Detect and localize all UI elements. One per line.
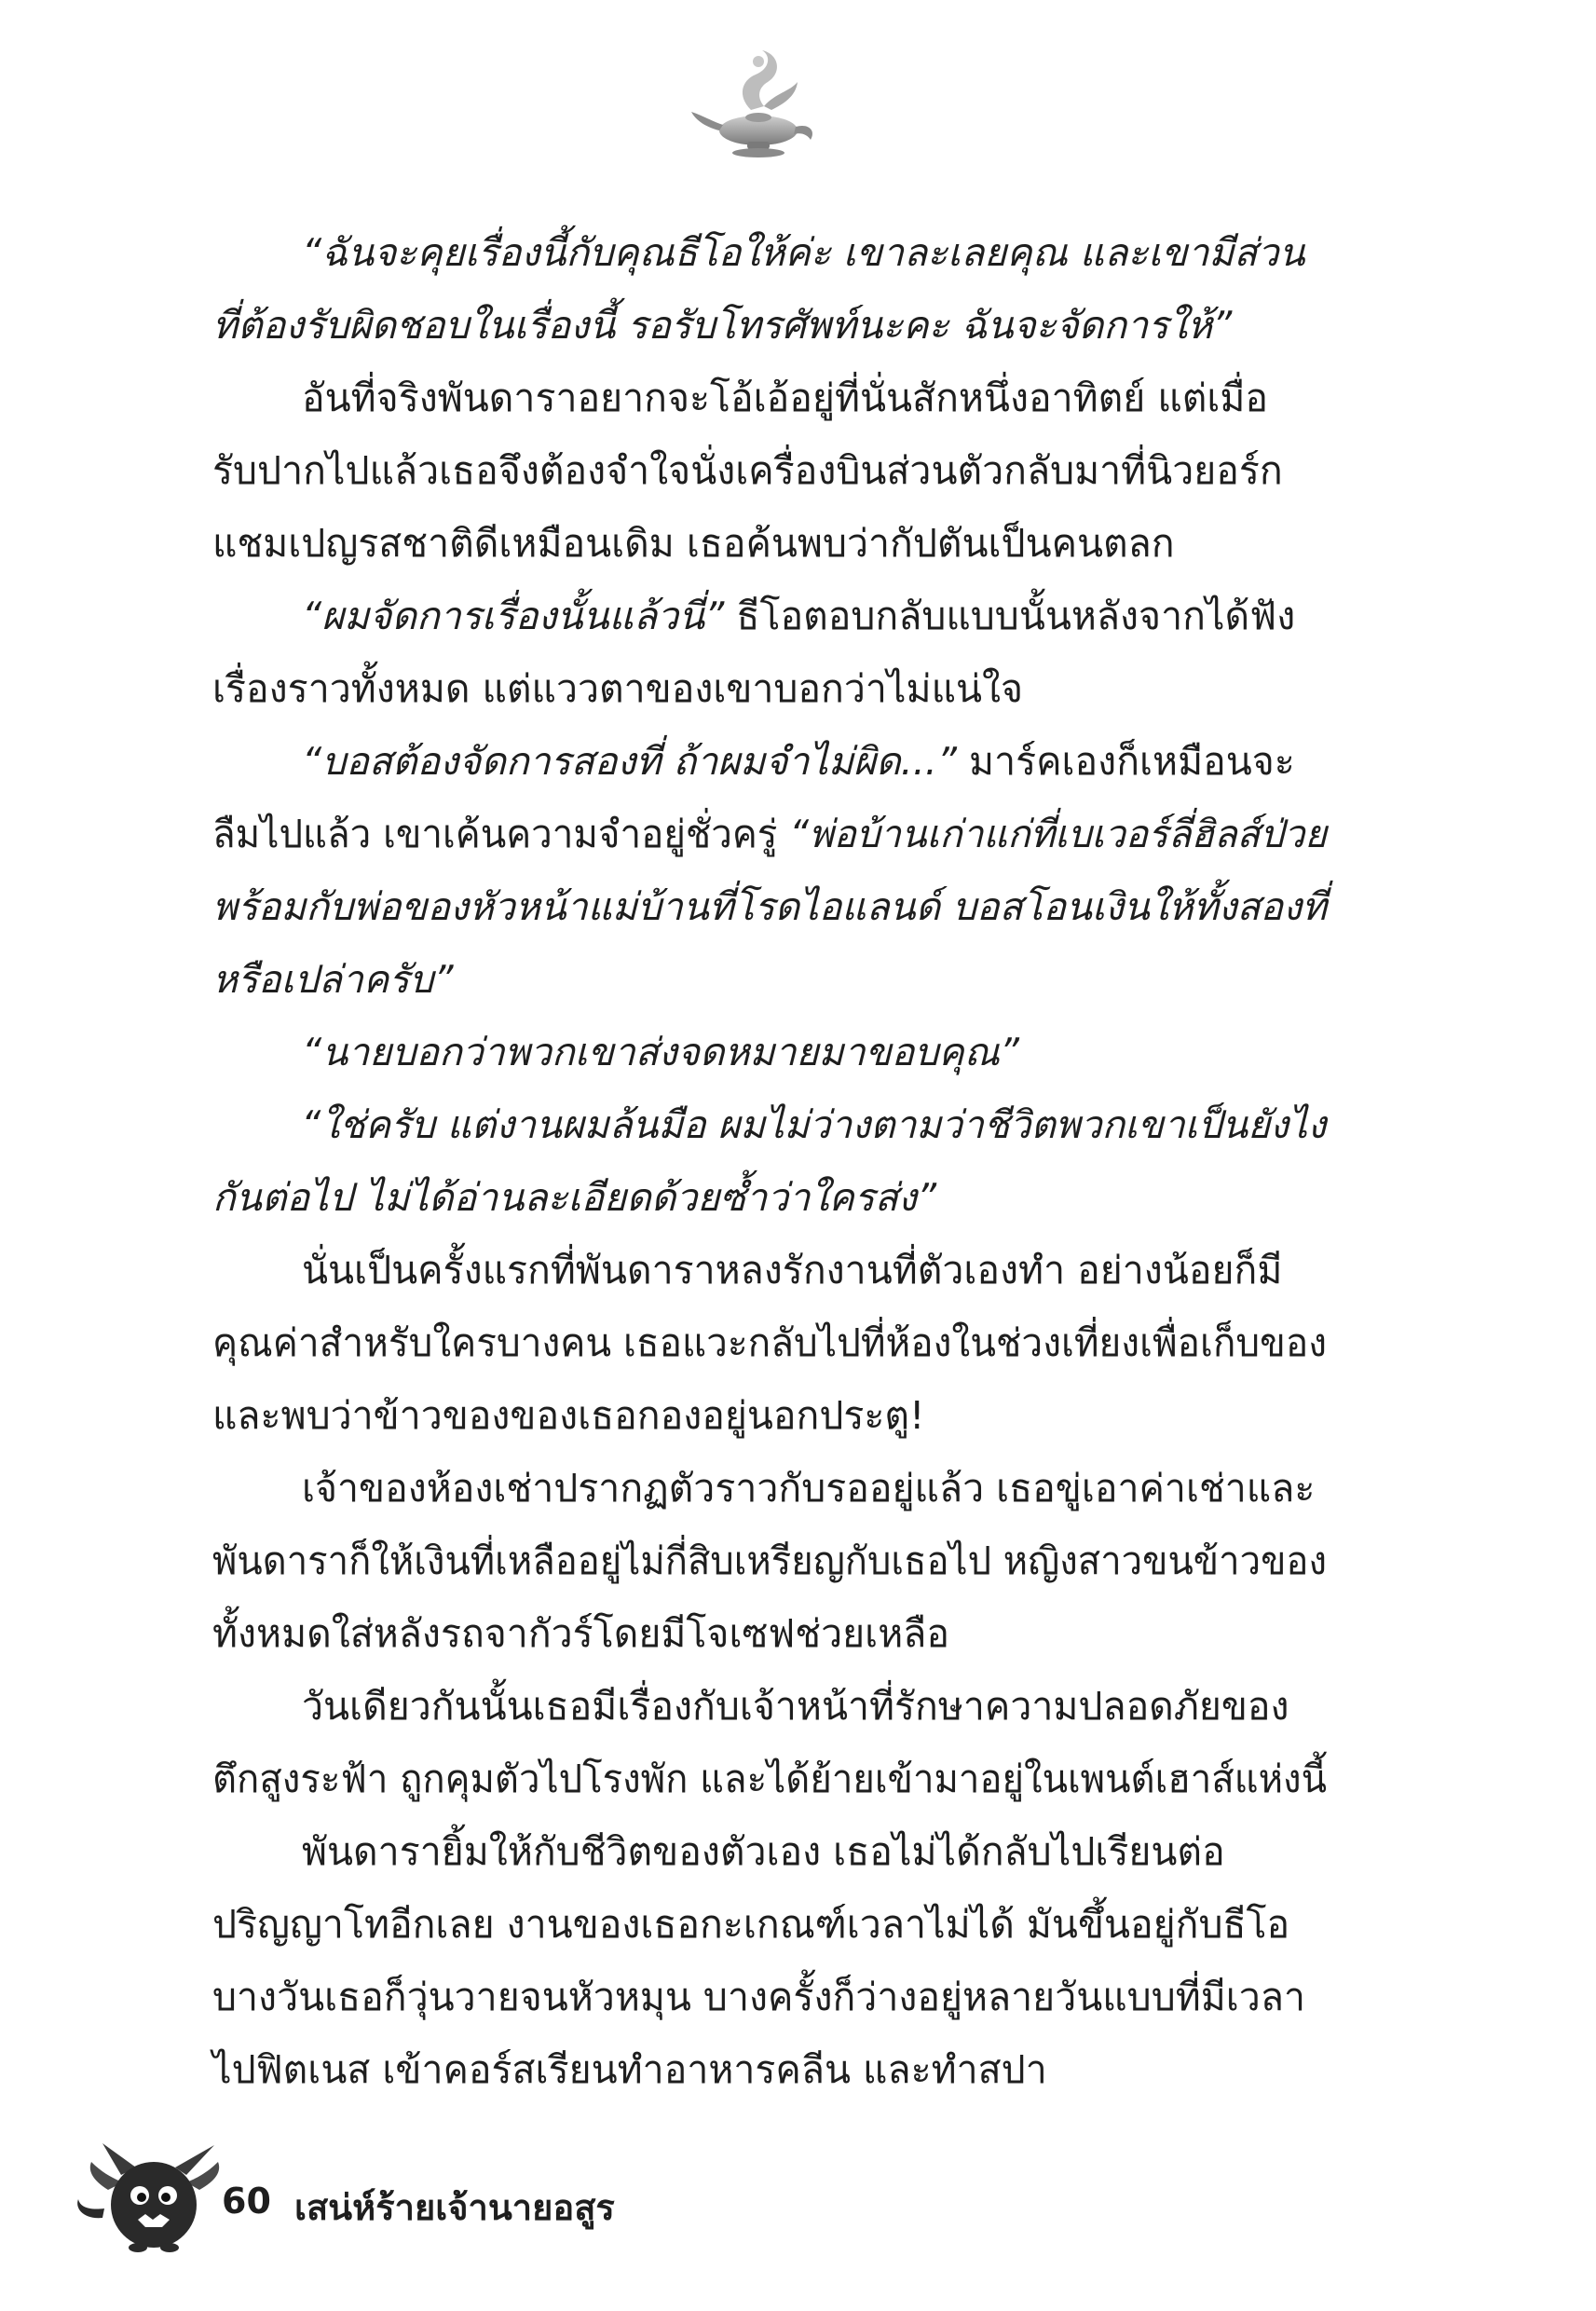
text-line: รับปากไปแล้วเธอจึงต้องจำใจนั่งเครื่องบินส่วนตัวกลับมาที่นิวยอร์ก (212, 448, 1283, 493)
text-line: บางวันเธอก็วุ่นวายจนหัวหมุน บางครั้งก็ว่างอยู่หลายวันแบบที่มีเวลา (212, 1975, 1305, 2019)
text-line: “ใช่ครับ แต่งานผมล้นมือ ผมไม่ว่างตามว่าชีวิตพวกเขาเป็นยังไง (301, 1102, 1327, 1147)
dialogue-quote: “บอสต้องจัดการสองที่ ถ้าผมจำไม่ผิด...” (302, 739, 958, 784)
text-line: ปริญญาโทอีกเลย งานของเธอกะเกณฑ์เวลาไม่ได้ มันขึ้นอยู่กับธีโอ (212, 1902, 1290, 1947)
dialogue-quote: “ผมจัดการเรื่องนั้นแล้วนี่” (302, 594, 725, 638)
text-line: ตึกสูงระฟ้า ถูกคุมตัวไปโรงพัก และได้ย้ายเข้ามาอยู่ในเพนต์เฮาส์แห่งนี้ (212, 1757, 1327, 1801)
narration: มาร์คเองก็เหมือนจะ (957, 739, 1295, 784)
text-line: เจ้าของห้องเช่าปรากฏตัวราวกับรออยู่แล้ว เธอขู่เอาค่าเช่าและ (302, 1466, 1316, 1511)
text-line: นั่นเป็นครั้งแรกที่พันดาราหลงรักงานที่ตัวเองทำ อย่างน้อยก็มี (302, 1248, 1283, 1292)
text-line (212, 725, 1327, 798)
text-line: พันดารายิ้มให้กับชีวิตของตัวเอง เธอไม่ได้กลับไปเรียนต่อ (302, 1829, 1225, 1874)
text-line (212, 798, 1327, 870)
narration: ลืมไปแล้ว เขาเค้นความจำอยู่ชั่วครู่ (212, 812, 790, 856)
text-line: วันเดียวกันนั้นเธอมีเรื่องกับเจ้าหน้าที่รักษาความปลอดภัยของ (302, 1684, 1289, 1729)
text-line: กันต่อไป ไม่ได้อ่านละเอียดด้วยซ้ำว่าใครส่ง” (212, 1175, 937, 1220)
text-line: “ฉันจะคุยเรื่องนี้กับคุณธีโอให้ค่ะ เขาละเลยคุณ และเขามีส่วน (302, 230, 1305, 275)
text-line: เรื่องราวทั้งหมด แต่แววตาของเขาบอกว่าไม่แน่ใจ (212, 666, 1024, 711)
body-text (212, 216, 1327, 2106)
text-line: ไปฟิตเนส เข้าคอร์สเรียนทำอาหารคลีน และทำสปา (212, 2047, 1047, 2092)
page-footer (56, 2134, 708, 2255)
text-line: แชมเปญรสชาติดีเหมือนเดิม เธอค้นพบว่ากัปตันเป็นคนตลก (212, 521, 1175, 566)
book-title: เสน่ห์ร้ายเจ้านายอสูร (294, 2187, 615, 2228)
genie-lamp-icon (686, 45, 825, 166)
page-number: 60 (222, 2181, 271, 2222)
text-line: ทั้งหมดใส่หลังรถจากัวร์โดยมีโจเซฟช่วยเหลือ (212, 1611, 949, 1656)
horned-furball-mascot-icon (65, 2134, 242, 2255)
text-line: “นายบอกว่าพวกเขาส่งจดหมายมาขอบคุณ” (302, 1030, 1019, 1074)
text-line: และพบว่าข้าวของของเธอกองอยู่นอกประตู! (212, 1393, 925, 1438)
text-line: หรือเปล่าครับ” (212, 957, 454, 1002)
text-line: คุณค่าสำหรับใครบางคน เธอแวะกลับไปที่ห้องในช่วงเที่ยงเพื่อเก็บของ (212, 1320, 1327, 1365)
text-line (212, 580, 1327, 652)
narration: ธีโอตอบกลับแบบนั้นหลังจากได้ฟัง (724, 594, 1296, 638)
text-line: พร้อมกับพ่อของหัวหน้าแม่บ้านที่โรดไอแลนด์ บอสโอนเงินให้ทั้งสองที่ (212, 884, 1327, 929)
text-line: อันที่จริงพันดาราอยากจะโอ้เอ้อยู่ที่นั่นสักหนึ่งอาทิตย์ แต่เมื่อ (302, 376, 1269, 420)
dialogue-quote: “พ่อบ้านเก่าแก่ที่เบเวอร์ลี่ฮิลส์ป่วย (789, 812, 1327, 856)
text-line: พันดาราก็ให้เงินที่เหลืออยู่ไม่กี่สิบเหรียญกับเธอไป หญิงสาวขนข้าวของ (212, 1538, 1327, 1583)
text-line: ที่ต้องรับผิดชอบในเรื่องนี้ รอรับโทรศัพท์นะคะ ฉันจะจัดการให้” (212, 303, 1233, 348)
